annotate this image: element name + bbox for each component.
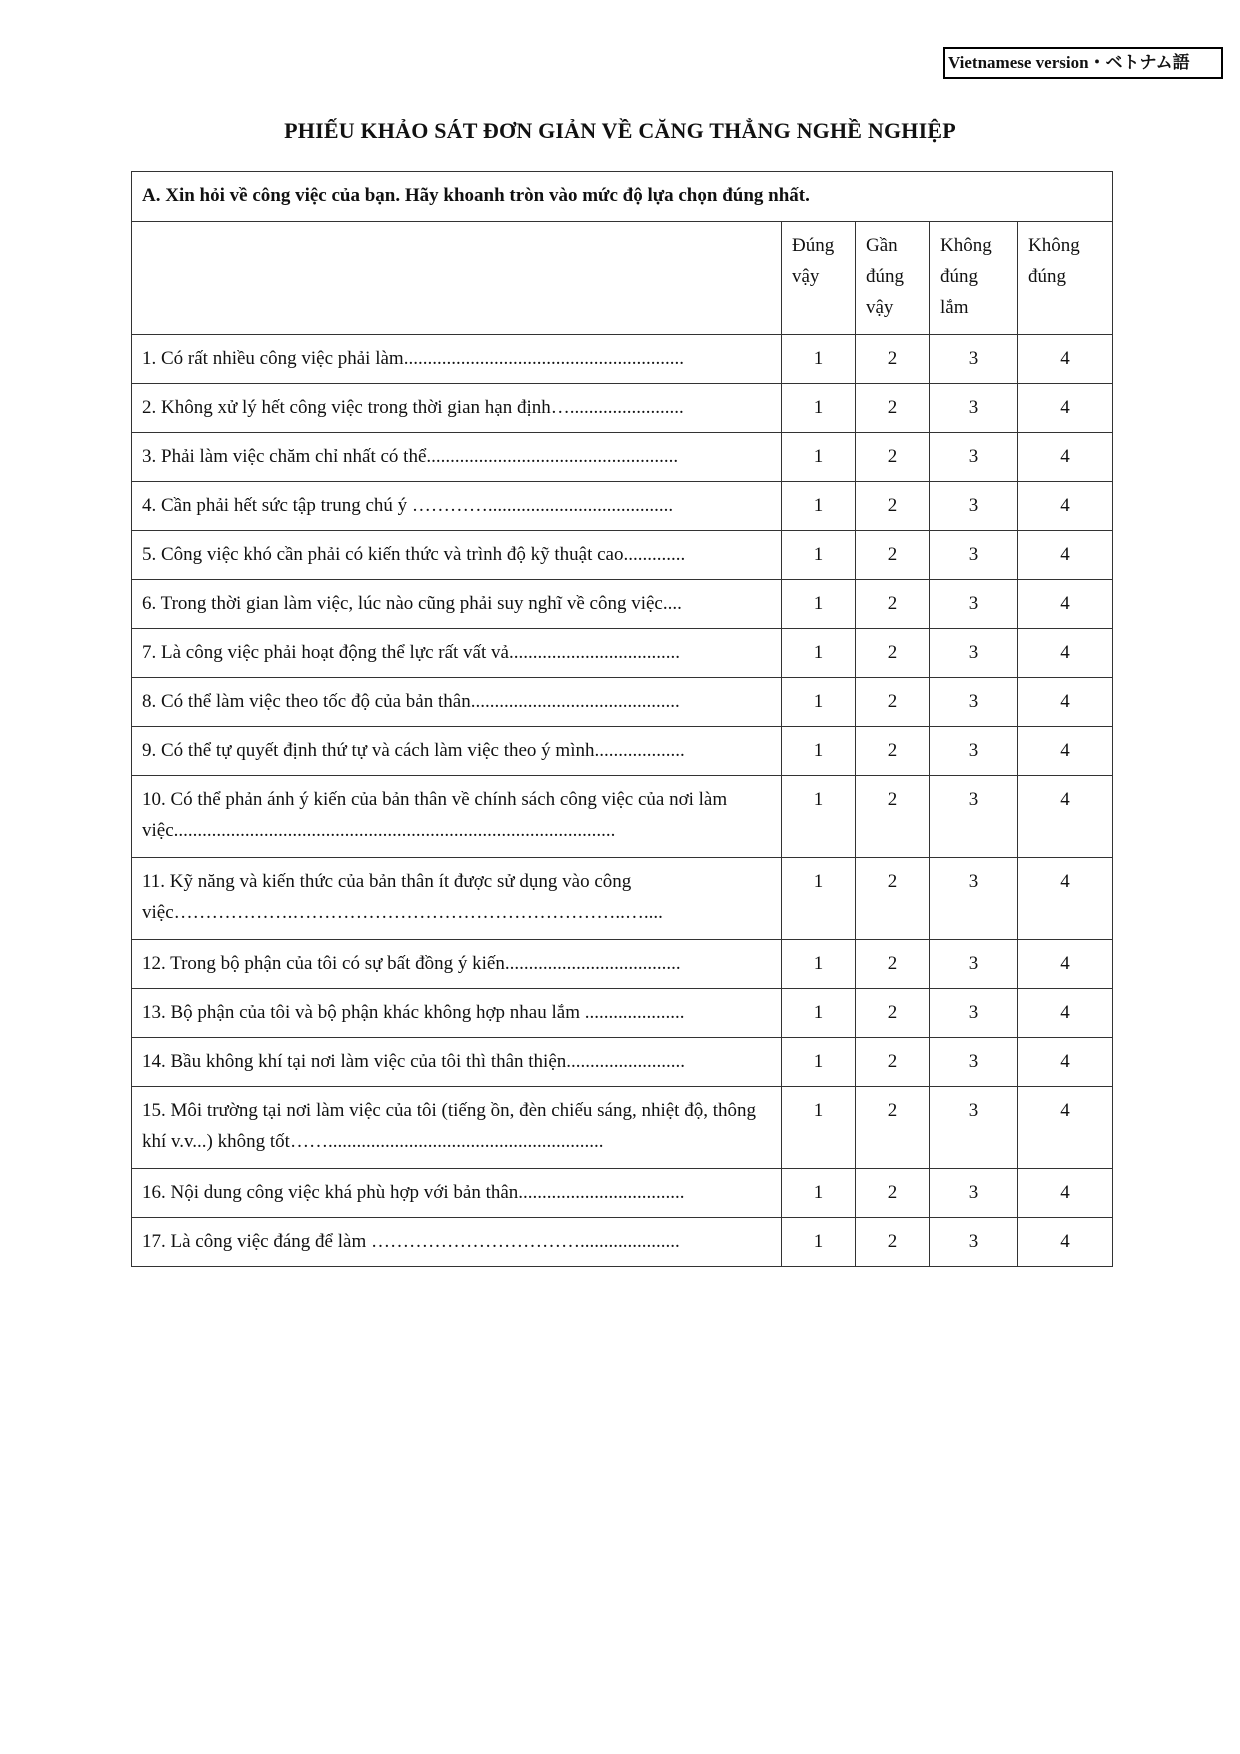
option-header-4: Không đúng xyxy=(1018,222,1113,335)
scale-option-3[interactable]: 3 xyxy=(930,580,1018,629)
scale-option-1[interactable]: 1 xyxy=(782,940,856,989)
scale-option-2[interactable]: 2 xyxy=(856,1038,930,1087)
question-row xyxy=(132,1087,1113,1169)
scale-option-4[interactable]: 4 xyxy=(1018,1087,1113,1169)
scale-option-2[interactable]: 2 xyxy=(856,629,930,678)
scale-option-1[interactable]: 1 xyxy=(782,433,856,482)
scale-option-2[interactable]: 2 xyxy=(856,940,930,989)
scale-option-1[interactable]: 1 xyxy=(782,335,856,384)
question-row xyxy=(132,989,1113,1038)
page-title: PHIẾU KHẢO SÁT ĐƠN GIẢN VỀ CĂNG THẲNG NGHỀ NGHIỆP xyxy=(284,118,956,143)
scale-option-3[interactable]: 3 xyxy=(930,858,1018,940)
scale-option-2[interactable]: 2 xyxy=(856,776,930,858)
question-text: 1. Có rất nhiều công việc phải làm........................................................... xyxy=(132,335,782,384)
scale-option-3[interactable]: 3 xyxy=(930,727,1018,776)
question-text: 9. Có thể tự quyết định thứ tự và cách làm việc theo ý mình................... xyxy=(132,727,782,776)
question-text: 14. Bầu không khí tại nơi làm việc của tôi thì thân thiện......................... xyxy=(132,1038,782,1087)
scale-option-2[interactable]: 2 xyxy=(856,482,930,531)
scale-option-4[interactable]: 4 xyxy=(1018,989,1113,1038)
scale-option-2[interactable]: 2 xyxy=(856,335,930,384)
question-row xyxy=(132,858,1113,940)
question-text: 3. Phải làm việc chăm chỉ nhất có thể..................................................... xyxy=(132,433,782,482)
scale-option-1[interactable]: 1 xyxy=(782,580,856,629)
scale-option-3[interactable]: 3 xyxy=(930,384,1018,433)
scale-option-3[interactable]: 3 xyxy=(930,940,1018,989)
question-text: 11. Kỹ năng và kiến thức của bản thân ít được sử dụng vào công việc……………….……………………………………………..….... xyxy=(132,858,782,940)
scale-option-1[interactable]: 1 xyxy=(782,678,856,727)
scale-option-4[interactable]: 4 xyxy=(1018,482,1113,531)
scale-option-3[interactable]: 3 xyxy=(930,629,1018,678)
question-text: 12. Trong bộ phận của tôi có sự bất đồng ý kiến..................................... xyxy=(132,940,782,989)
scale-option-2[interactable]: 2 xyxy=(856,531,930,580)
scale-option-1[interactable]: 1 xyxy=(782,858,856,940)
question-row xyxy=(132,1218,1113,1267)
question-text: 8. Có thể làm việc theo tốc độ của bản thân............................................ xyxy=(132,678,782,727)
scale-option-1[interactable]: 1 xyxy=(782,1038,856,1087)
scale-option-4[interactable]: 4 xyxy=(1018,940,1113,989)
question-row xyxy=(132,433,1113,482)
question-row xyxy=(132,384,1113,433)
question-row xyxy=(132,335,1113,384)
scale-option-4[interactable]: 4 xyxy=(1018,335,1113,384)
question-text: 6. Trong thời gian làm việc, lúc nào cũng phải suy nghĩ về công việc.... xyxy=(132,580,782,629)
scale-option-3[interactable]: 3 xyxy=(930,482,1018,531)
scale-option-2[interactable]: 2 xyxy=(856,433,930,482)
question-text: 10. Có thể phản ánh ý kiến của bản thân về chính sách công việc của nơi làm việc............................................................................................. xyxy=(132,776,782,858)
question-text: 4. Cần phải hết sức tập trung chú ý …………....................................... xyxy=(132,482,782,531)
option-header-1: Đúng vậy xyxy=(782,222,856,335)
scale-option-3[interactable]: 3 xyxy=(930,433,1018,482)
question-text: 17. Là công việc đáng để làm ……………………………..................... xyxy=(132,1218,782,1267)
scale-option-2[interactable]: 2 xyxy=(856,989,930,1038)
question-row xyxy=(132,629,1113,678)
scale-option-1[interactable]: 1 xyxy=(782,384,856,433)
scale-option-2[interactable]: 2 xyxy=(856,1087,930,1169)
scale-option-3[interactable]: 3 xyxy=(930,678,1018,727)
scale-option-2[interactable]: 2 xyxy=(856,678,930,727)
question-text: 7. Là công việc phải hoạt động thể lực rất vất vả.................................... xyxy=(132,629,782,678)
option-header-2: Gần đúng vậy xyxy=(856,222,930,335)
section-heading: A. Xin hỏi về công việc của bạn. Hãy khoanh tròn vào mức độ lựa chọn đúng nhất. xyxy=(132,172,1113,222)
scale-option-1[interactable]: 1 xyxy=(782,776,856,858)
question-text: 5. Công việc khó cần phải có kiến thức và trình độ kỹ thuật cao............. xyxy=(132,531,782,580)
scale-option-4[interactable]: 4 xyxy=(1018,776,1113,858)
question-text: 15. Môi trường tại nơi làm việc của tôi (tiếng ồn, đèn chiếu sáng, nhiệt độ, thông khí v.v...) không tốt…….......................................................... xyxy=(132,1087,782,1169)
scale-option-1[interactable]: 1 xyxy=(782,531,856,580)
scale-option-1[interactable]: 1 xyxy=(782,1087,856,1169)
scale-option-1[interactable]: 1 xyxy=(782,727,856,776)
scale-option-3[interactable]: 3 xyxy=(930,531,1018,580)
scale-option-1[interactable]: 1 xyxy=(782,989,856,1038)
question-row xyxy=(132,1169,1113,1218)
scale-option-4[interactable]: 4 xyxy=(1018,629,1113,678)
question-row xyxy=(132,678,1113,727)
scale-option-2[interactable]: 2 xyxy=(856,858,930,940)
question-row xyxy=(132,727,1113,776)
question-row xyxy=(132,940,1113,989)
question-row xyxy=(132,531,1113,580)
scale-option-4[interactable]: 4 xyxy=(1018,727,1113,776)
scale-option-4[interactable]: 4 xyxy=(1018,678,1113,727)
question-text: 13. Bộ phận của tôi và bộ phận khác không hợp nhau lắm ..................... xyxy=(132,989,782,1038)
scale-option-3[interactable]: 3 xyxy=(930,1169,1018,1218)
scale-option-3[interactable]: 3 xyxy=(930,989,1018,1038)
scale-option-2[interactable]: 2 xyxy=(856,1169,930,1218)
scale-option-2[interactable]: 2 xyxy=(856,727,930,776)
scale-option-4[interactable]: 4 xyxy=(1018,433,1113,482)
question-row xyxy=(132,482,1113,531)
scale-option-4[interactable]: 4 xyxy=(1018,1218,1113,1267)
question-text: 2. Không xử lý hết công việc trong thời gian hạn định…........................ xyxy=(132,384,782,433)
scale-option-1[interactable]: 1 xyxy=(782,1169,856,1218)
version-tag: Vietnamese version・ベトナム語 xyxy=(943,47,1223,79)
scale-option-4[interactable]: 4 xyxy=(1018,531,1113,580)
scale-option-2[interactable]: 2 xyxy=(856,1218,930,1267)
scale-option-4[interactable]: 4 xyxy=(1018,1169,1113,1218)
option-header-3: Không đúng lắm xyxy=(930,222,1018,335)
scale-option-3[interactable]: 3 xyxy=(930,1087,1018,1169)
scale-option-1[interactable]: 1 xyxy=(782,482,856,531)
question-column-header xyxy=(132,222,782,335)
scale-option-4[interactable]: 4 xyxy=(1018,384,1113,433)
scale-option-1[interactable]: 1 xyxy=(782,1218,856,1267)
question-row xyxy=(132,776,1113,858)
question-row xyxy=(132,1038,1113,1087)
scale-option-3[interactable]: 3 xyxy=(930,1038,1018,1087)
question-row xyxy=(132,580,1113,629)
scale-option-3[interactable]: 3 xyxy=(930,776,1018,858)
scale-option-2[interactable]: 2 xyxy=(856,580,930,629)
scale-option-4[interactable]: 4 xyxy=(1018,1038,1113,1087)
scale-option-3[interactable]: 3 xyxy=(930,335,1018,384)
scale-option-4[interactable]: 4 xyxy=(1018,858,1113,940)
scale-option-3[interactable]: 3 xyxy=(930,1218,1018,1267)
scale-option-2[interactable]: 2 xyxy=(856,384,930,433)
scale-option-4[interactable]: 4 xyxy=(1018,580,1113,629)
scale-option-1[interactable]: 1 xyxy=(782,629,856,678)
survey-table xyxy=(131,171,1113,1267)
question-text: 16. Nội dung công việc khá phù hợp với bản thân................................... xyxy=(132,1169,782,1218)
